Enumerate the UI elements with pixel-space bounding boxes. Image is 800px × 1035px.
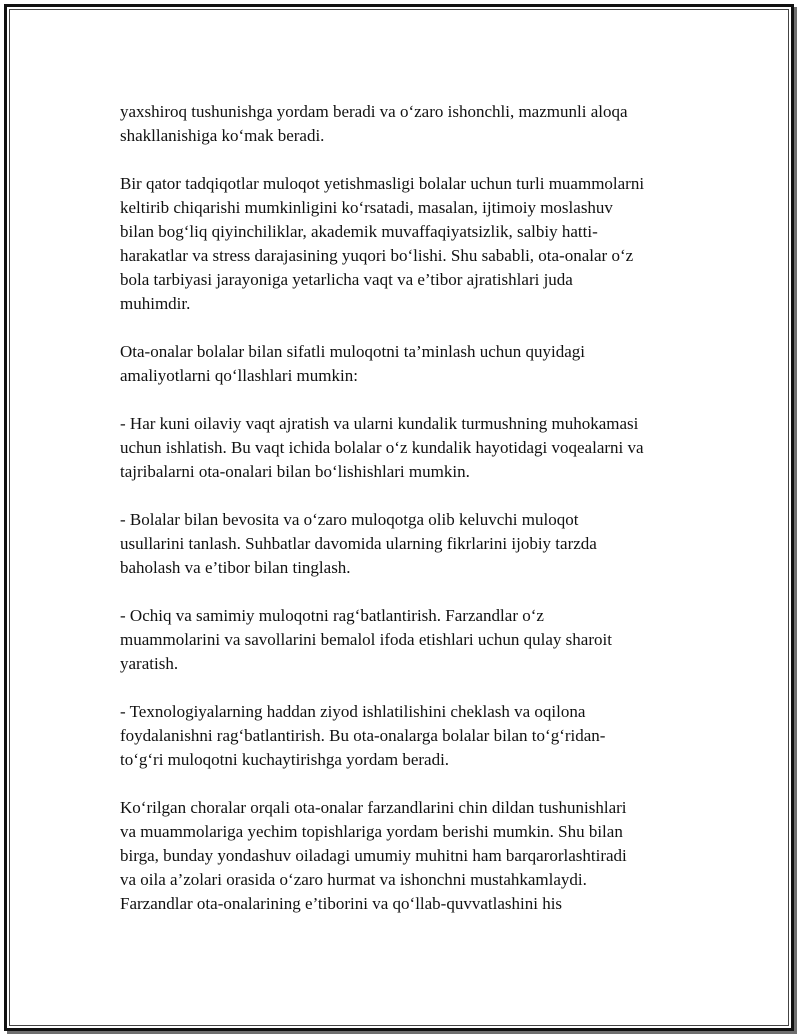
list-item-limit-technology: - Texnologiyalarning haddan ziyod ishlatilishini cheklash va oqilona foydalanishni rag‘batlantirish. Bu ota-onalarga bolalar bilan to‘g‘ridan- to‘g‘ri muloqotni kuchaytirishga yordam beradi. xyxy=(120,702,606,769)
paragraph-research: Bir qator tadqiqotlar muloqot yetishmasligi bolalar uchun turli muammolarni keltirib chiqarishi mumkinligini ko‘rsatadi, masalan, ijtimoiy moslashuv bilan bog‘liq qiyinchiliklar, akademik muvaffaqiyatsizlik, salbiy hatti- harakatlar va stress darajasining yuqori bo‘lishi. Shu sababli, ota-onalar o‘z bola tarbiyasi jarayoniga yetarlicha vaqt va e’tibor ajratishlari juda muhimdir. xyxy=(120,174,645,313)
document-body xyxy=(120,100,700,916)
list-item-direct-communication: - Bolalar bilan bevosita va o‘zaro muloqotga olib keluvchi muloqot usullarini tanlash. Suhbatlar davomida ularning fikrlarini ijobiy tarzda baholash va e’tibor bilan tinglash. xyxy=(120,510,597,577)
paragraph-intro-continuation: yaxshiroq tushunishga yordam beradi va o‘zaro ishonchli, mazmunli aloqa shakllanishiga ko‘mak beradi. xyxy=(120,102,628,145)
paragraph-conclusion: Ko‘rilgan choralar orqali ota-onalar farzandlarini chin dildan tushunishlari va muammolariga yechim topishlariga yordam berishi mumkin. Shu bilan birga, bunday yondashuv oiladagi umumiy muhitni ham barqarorlashtiradi va oila a’zolari orasida o‘zaro hurmat va ishonchni mustahkamlaydi. Farzandlar ota-onalarining e’tiborini va qo‘llab-quvvatlashini his xyxy=(120,798,627,913)
list-item-open-dialogue: - Ochiq va samimiy muloqotni rag‘batlantirish. Farzandlar o‘z muammolarini va savollarini bemalol ifoda etishlari uchun qulay sharoit yaratish. xyxy=(120,606,612,673)
page-frame xyxy=(4,4,794,1031)
list-item-family-time: - Har kuni oilaviy vaqt ajratish va ularni kundalik turmushning muhokamasi uchun ishlatish. Bu vaqt ichida bolalar o‘z kundalik hayotidagi voqealarni va tajribalarni ota-onalari bilan bo‘lishishlari mumkin. xyxy=(120,414,644,481)
paragraph-practices-intro: Ota-onalar bolalar bilan sifatli muloqotni ta’minlash uchun quyidagi amaliyotlarni qo‘llashlari mumkin: xyxy=(120,342,586,385)
